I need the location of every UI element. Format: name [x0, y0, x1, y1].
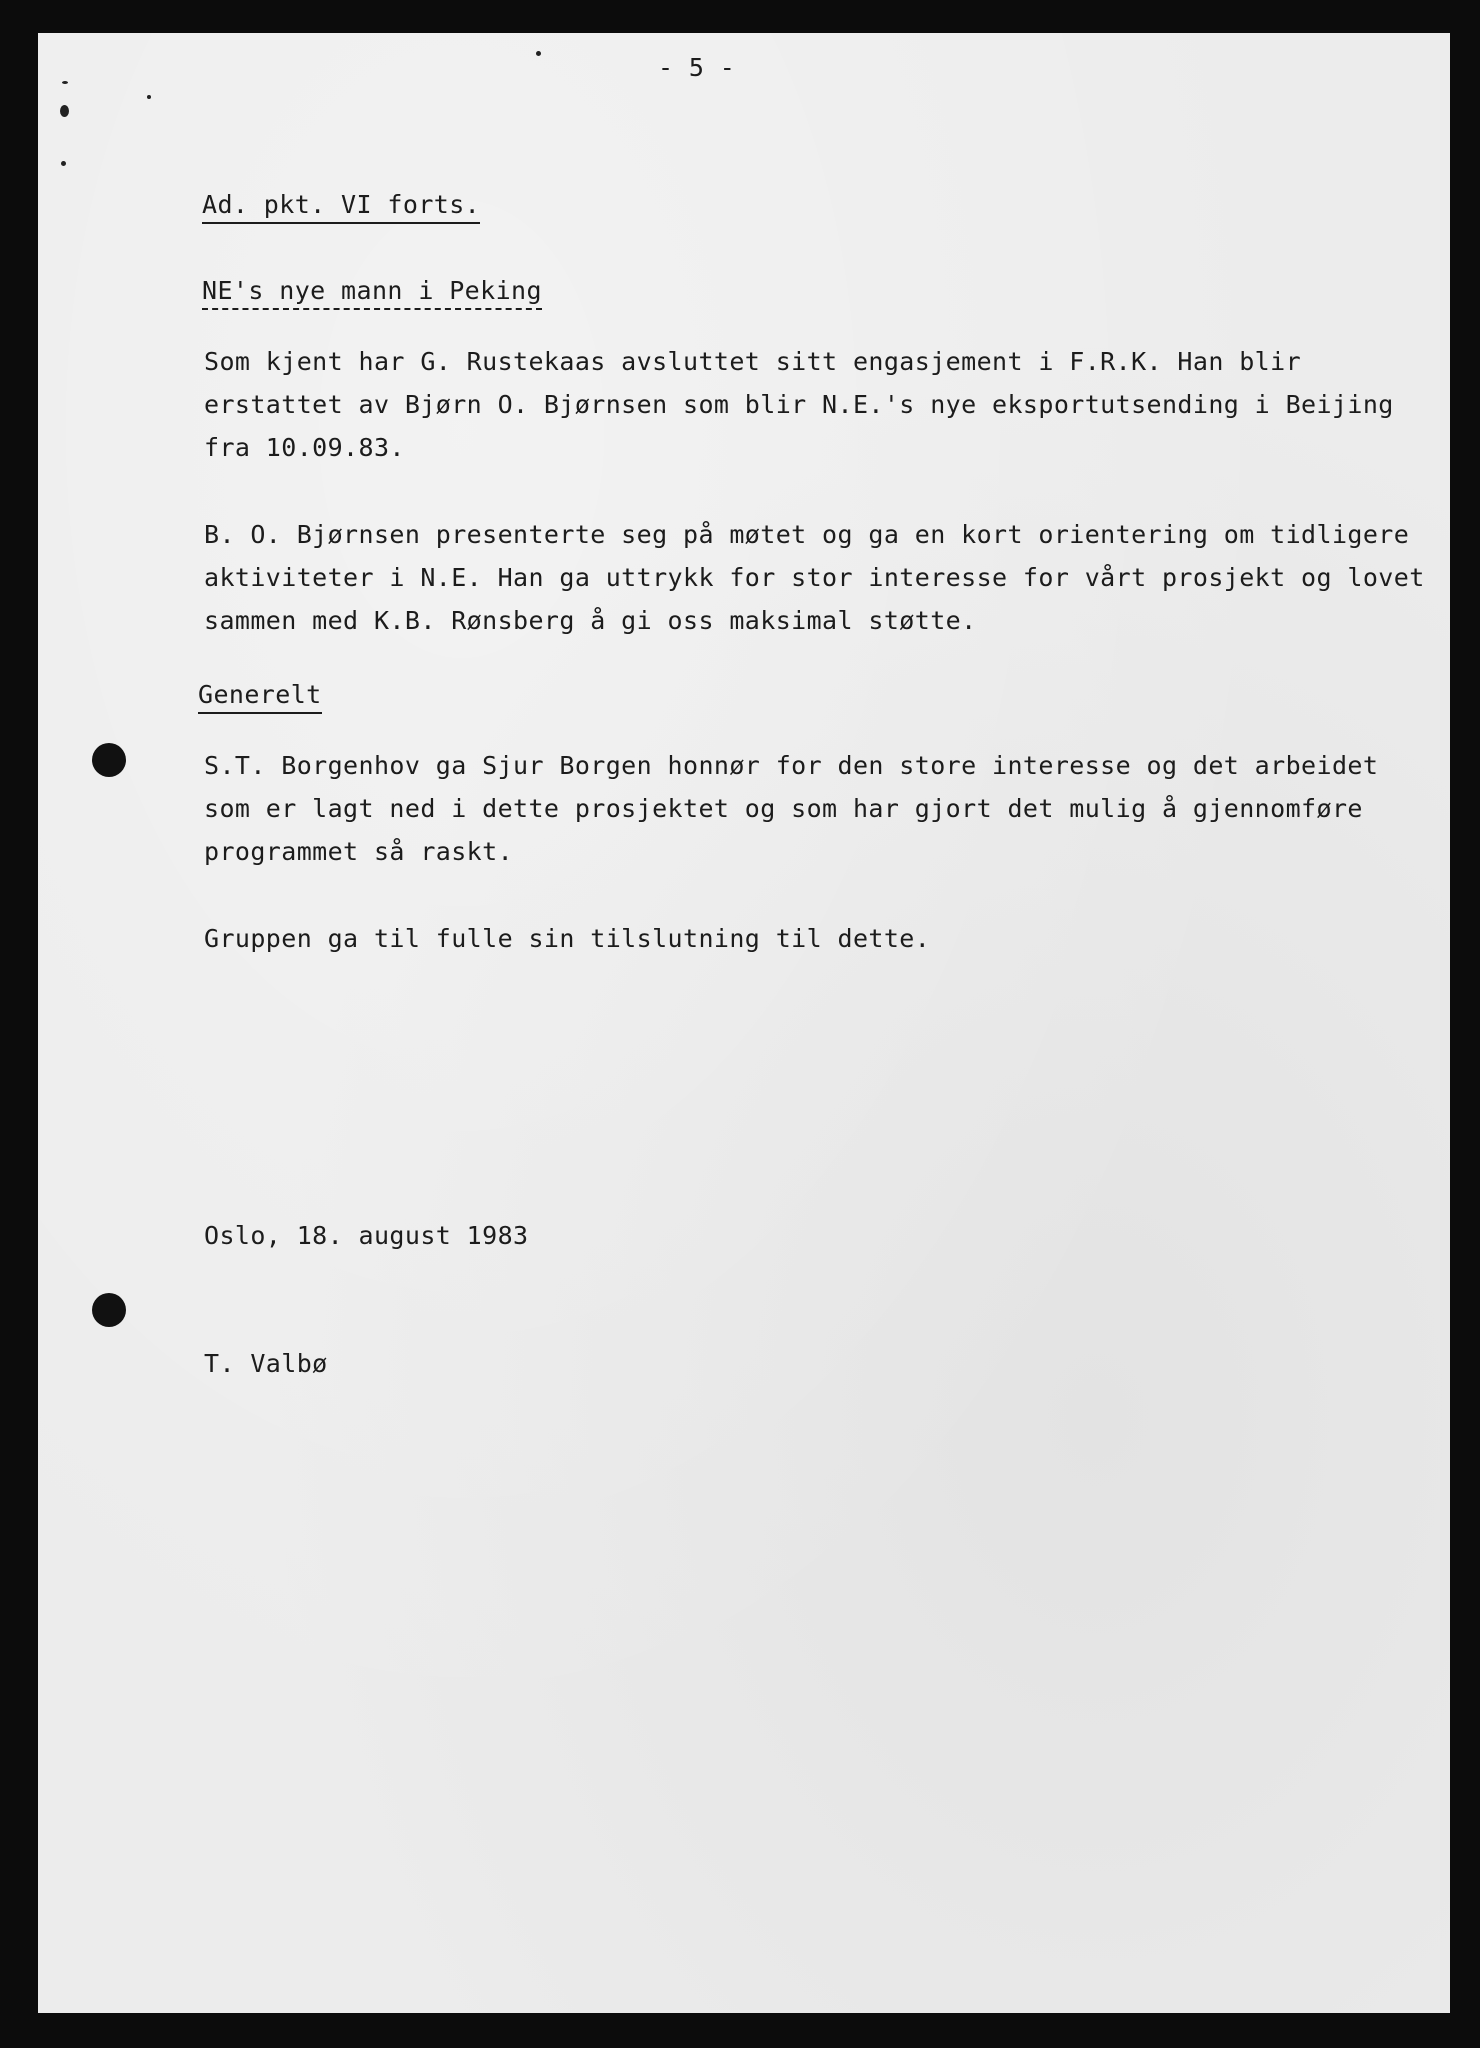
- section-heading-text: Ad. pkt. VI forts.: [202, 190, 480, 224]
- paragraph-line: B. O. Bjørnsen presenterte seg på møtet og ga en kort orientering om tidligere: [204, 520, 1410, 549]
- paragraph-line: programmet så raskt.: [204, 837, 514, 866]
- paragraph-peking-2: [204, 513, 1425, 642]
- paragraph-general-2: Gruppen ga til fulle sin tilslutning til dette.: [204, 924, 931, 953]
- paragraph-line: aktiviteter i N.E. Han ga uttrykk for stor interesse for vårt prosjekt og lovet: [204, 563, 1425, 592]
- paragraph-line: S.T. Borgenhov ga Sjur Borgen honnør for den store interesse og det arbeidet: [204, 751, 1379, 780]
- subsection-heading-general-text: Generelt: [198, 680, 322, 714]
- place-date: Oslo, 18. august 1983: [204, 1221, 529, 1250]
- page-number: - 5 -: [658, 53, 736, 82]
- scan-speck: [61, 161, 66, 166]
- punch-hole-icon: [92, 1293, 126, 1327]
- paragraph-line: Som kjent har G. Rustekaas avsluttet sitt engasjement i F.R.K. Han blir: [204, 347, 1302, 376]
- paragraph-peking-1: [204, 340, 1394, 469]
- document-page: [38, 33, 1450, 2013]
- scan-speck: [536, 51, 541, 56]
- section-heading: [202, 183, 480, 226]
- scan-speck: [60, 105, 69, 117]
- paragraph-line: fra 10.09.83.: [204, 433, 405, 462]
- subsection-heading-peking: [202, 269, 542, 312]
- paragraph-line: som er lagt ned i dette prosjektet og som har gjort det mulig å gjennomføre: [204, 794, 1363, 823]
- subsection-heading-general: [198, 673, 322, 716]
- punch-hole-icon: [92, 743, 126, 777]
- paragraph-general-1: [204, 744, 1378, 873]
- subsection-heading-peking-text: NE's nye mann i Peking: [202, 276, 542, 310]
- paragraph-line: erstattet av Bjørn O. Bjørnsen som blir N.E.'s nye eksportutsending i Beijing: [204, 390, 1394, 419]
- scan-speck: [62, 81, 68, 84]
- scan-speck: [147, 95, 151, 99]
- paragraph-line: sammen med K.B. Rønsberg å gi oss maksimal støtte.: [204, 606, 977, 635]
- signature: T. Valbø: [204, 1349, 328, 1378]
